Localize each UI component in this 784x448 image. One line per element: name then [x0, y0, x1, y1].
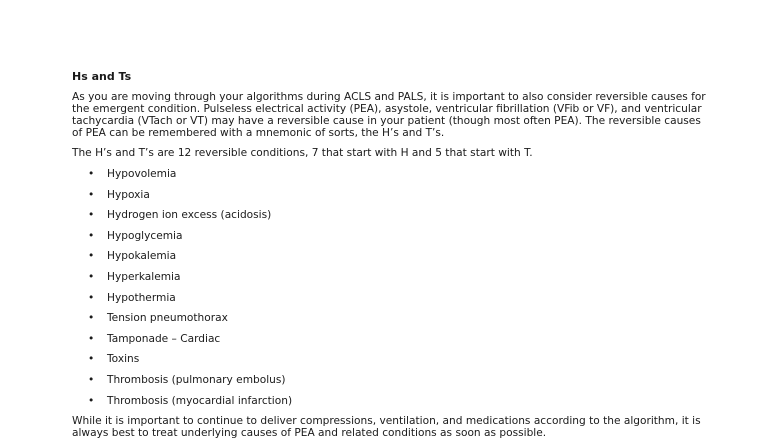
summary-paragraph: The H’s and T’s are 12 reversible conditions, 7 that start with H and 5 that start with T.: [72, 147, 533, 159]
reversible-causes-list: [72, 168, 712, 407]
cause-label: Thrombosis (myocardial infarction): [107, 394, 293, 407]
bullet-icon: •: [88, 394, 95, 407]
closing-paragraph: While it is important to continue to deliver compressions, ventilation, and medications according to the algorithm, it is always best to treat underlying causes of PEA and related conditions as soon as possible.: [72, 415, 701, 440]
list-item: [72, 209, 712, 221]
list-item: [72, 250, 712, 262]
cause-label: Hydrogen ion excess (acidosis): [107, 209, 272, 222]
cause-label: Hypokalemia: [107, 250, 177, 263]
cause-label: Hypoxia: [107, 188, 150, 201]
bullet-icon: •: [88, 209, 95, 222]
cause-label: Thrombosis (pulmonary embolus): [107, 373, 286, 386]
list-item: [72, 168, 712, 180]
cause-label: Tamponade – Cardiac: [107, 332, 221, 345]
bullet-icon: •: [88, 312, 95, 325]
cause-label: Hypovolemia: [107, 168, 177, 180]
bullet-icon: •: [88, 250, 95, 263]
intro-paragraph: As you are moving through your algorithms during ACLS and PALS, it is important to also consider reversible causes for the emergent condition. Pulseless electrical activity (PEA), asystole, ventricular fibrillation (VFib or VF), and ventricular tachycardia (VTach or VT) may have a reversible cause in your patient (though most often PEA). The reversible causes of PEA can be remembered with a mnemonic of sorts, the H’s and T’s.: [72, 91, 706, 139]
bullet-icon: •: [88, 229, 95, 242]
cause-label: Hypoglycemia: [107, 229, 183, 242]
list-item: [72, 292, 712, 304]
bullet-icon: •: [88, 188, 95, 201]
section-heading: Hs and Ts: [72, 70, 132, 83]
list-item: [72, 271, 712, 283]
list-item: [72, 374, 712, 386]
list-item: [72, 395, 712, 407]
list-item: [72, 189, 712, 201]
list-item: [72, 312, 712, 324]
bullet-icon: •: [88, 168, 95, 180]
list-item: [72, 333, 712, 345]
list-item: [72, 353, 712, 365]
cause-label: Hypothermia: [107, 291, 176, 304]
bullet-icon: •: [88, 373, 95, 386]
cause-label: Toxins: [107, 353, 140, 366]
document-body: [72, 71, 712, 448]
bullet-icon: •: [88, 332, 95, 345]
bullet-icon: •: [88, 291, 95, 304]
bullet-icon: •: [88, 270, 95, 283]
list-item: [72, 230, 712, 242]
bullet-icon: •: [88, 353, 95, 366]
cause-label: Tension pneumothorax: [107, 312, 228, 325]
cause-label: Hyperkalemia: [107, 270, 181, 283]
